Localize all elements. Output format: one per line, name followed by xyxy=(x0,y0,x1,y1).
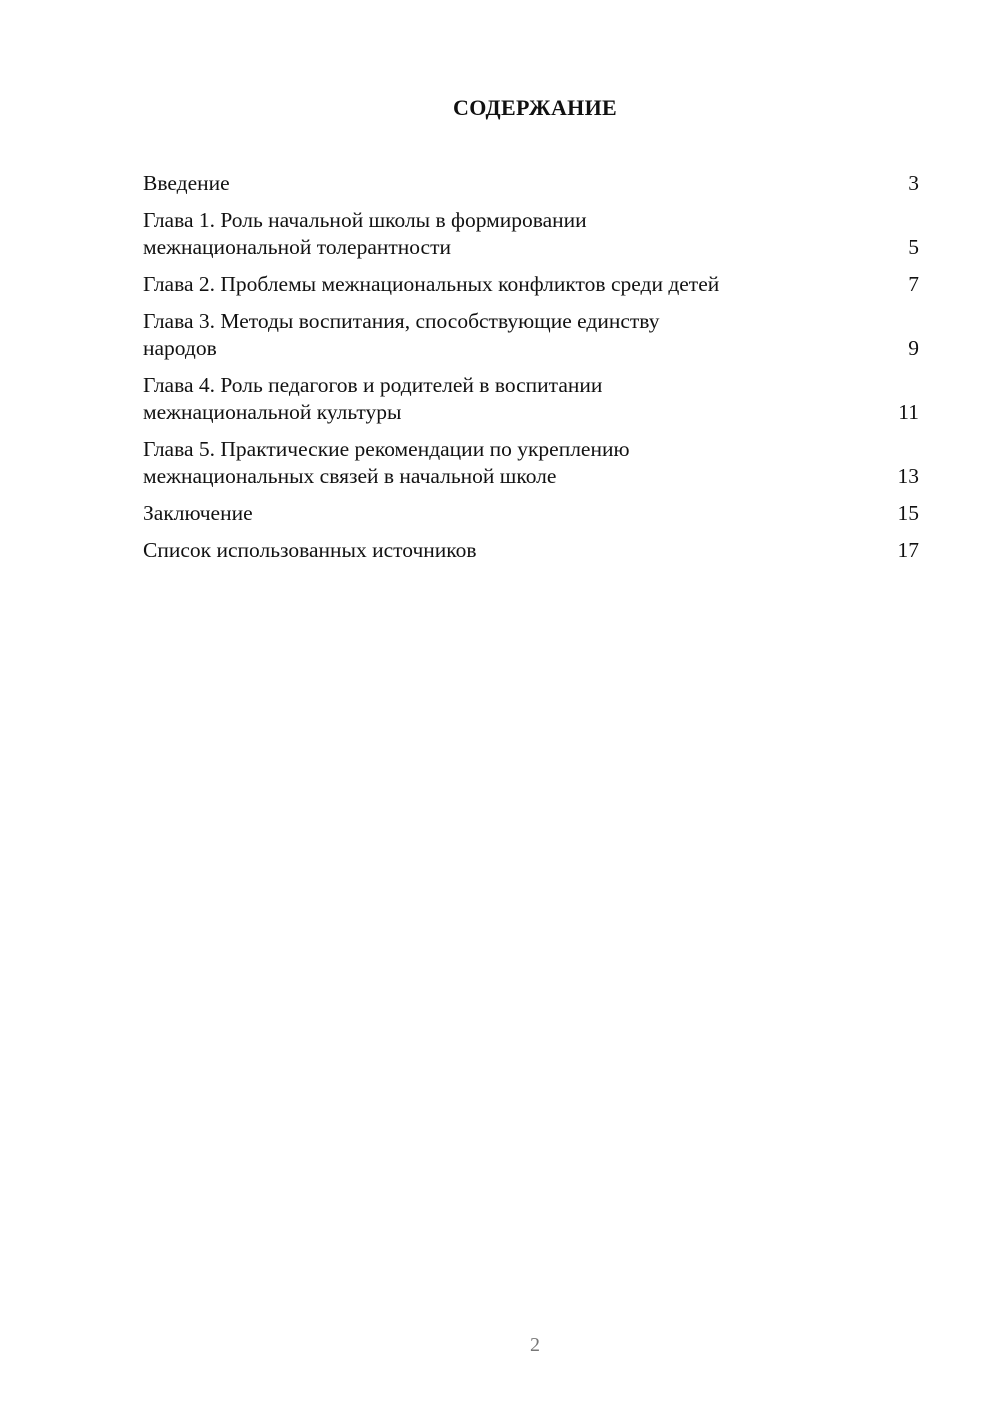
toc-entry-page-number: 7 xyxy=(908,272,919,296)
toc-entry-page-number: 11 xyxy=(898,400,919,424)
toc-entry-chapter-1 xyxy=(143,207,919,261)
toc-entry-text xyxy=(143,500,889,527)
toc-entry-line: Заключение xyxy=(143,501,253,525)
toc-entry-chapter-5 xyxy=(143,436,919,490)
toc-entry-line: Список использованных источников xyxy=(143,538,477,562)
toc-entry-page-number: 17 xyxy=(897,538,919,562)
toc-entry-conclusion xyxy=(143,500,919,527)
toc-entry-page-number: 5 xyxy=(908,235,919,259)
toc-entry-line: межнациональной толерантности xyxy=(143,235,452,259)
toc-entry-line: Глава 2. Проблемы межнациональных конфликтов среди детей xyxy=(143,272,720,296)
toc-entry-page-number: 3 xyxy=(908,171,919,195)
toc-entry-text xyxy=(143,271,889,298)
toc-entry-page-number: 13 xyxy=(897,464,919,488)
toc-entry-chapter-3 xyxy=(143,308,919,362)
toc-entry-line: Глава 4. Роль педагогов и родителей в воспитании xyxy=(143,373,603,397)
table-of-contents xyxy=(143,170,919,574)
toc-entry-text xyxy=(143,537,889,564)
toc-entry-text xyxy=(143,308,889,362)
toc-entry-text xyxy=(143,207,889,261)
toc-entry-text xyxy=(143,170,889,197)
toc-entry-text xyxy=(143,372,889,426)
toc-entry-page-number: 9 xyxy=(908,336,919,360)
toc-entry-line: Глава 1. Роль начальной школы в формировании xyxy=(143,208,587,232)
toc-entry-page-number: 15 xyxy=(897,501,919,525)
toc-entry-line: Введение xyxy=(143,171,230,195)
toc-entry-line: межнациональных связей в начальной школе xyxy=(143,464,557,488)
page-title: СОДЕРЖАНИЕ xyxy=(453,95,617,120)
toc-entry-line: народов xyxy=(143,336,217,360)
toc-entry-text xyxy=(143,436,889,490)
toc-entry-chapter-2 xyxy=(143,271,919,298)
toc-entry-introduction xyxy=(143,170,919,197)
toc-entry-chapter-4 xyxy=(143,372,919,426)
toc-entry-line: межнациональной культуры xyxy=(143,400,402,424)
toc-entry-line: Глава 3. Методы воспитания, способствующие единству xyxy=(143,309,660,333)
toc-entry-line: Глава 5. Практические рекомендации по укреплению xyxy=(143,437,630,461)
page-number: 2 xyxy=(530,1334,540,1356)
toc-entry-references xyxy=(143,537,919,564)
